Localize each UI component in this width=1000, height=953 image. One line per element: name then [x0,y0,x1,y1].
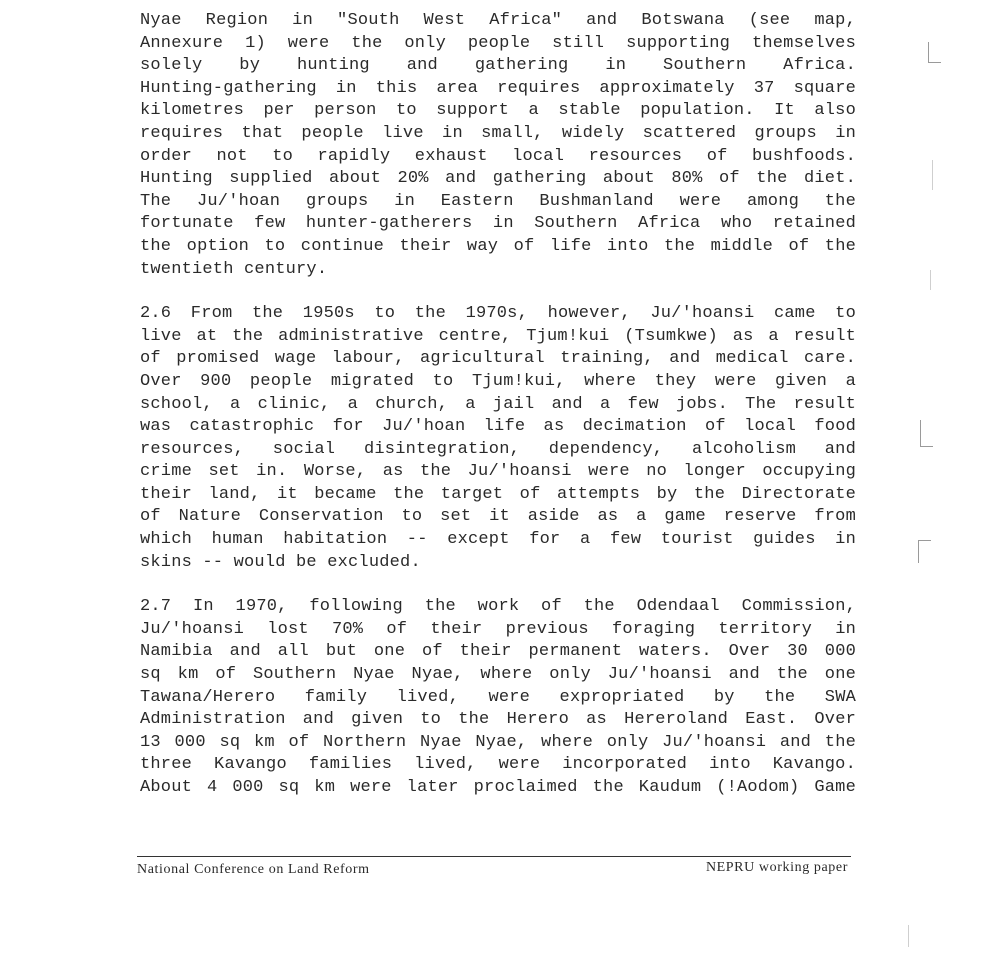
paragraph-nyae-nyae-hunting [140,10,856,281]
text-line: the option to continue their way of life into the middle of the [140,236,856,256]
text-line: 2.7 In 1970, following the work of the Odendaal Commission, [140,597,856,617]
text-line: requires that people live in small, widely scattered groups in [140,123,856,143]
text-line: Hunting-gathering in this area requires approximately 37 square [140,78,856,98]
text-line: Administration and given to the Herero as Hereroland East. Over [140,710,856,730]
text-line: which human habitation -- except for a few tourist guides in [140,530,856,550]
text-line: solely by hunting and gathering in Southern Africa. [140,56,856,76]
footer-conference-title: National Conference on Land Reform [137,862,370,877]
text-line: Over 900 people migrated to Tjum!kui, where they were given a [140,371,856,391]
text-line: kilometres per person to support a stable population. It also [140,101,856,121]
footer-divider [137,856,851,857]
text-line: three Kavango families lived, were incorporated into Kavango. [140,755,856,775]
text-line: school, a clinic, a church, a jail and a few jobs. The result [140,394,856,414]
text-line: 2.6 From the 1950s to the 1970s, however, Ju/'hoansi came to [140,304,856,324]
text-line: The Ju/'hoan groups in Eastern Bushmanland were among the [140,191,856,211]
scan-margin-tick [930,270,931,290]
scan-margin-mark [920,420,933,447]
text-line: live at the administrative centre, Tjum!kui (Tsumkwe) as a result [140,326,856,346]
text-line: crime set in. Worse, as the Ju/'hoansi were no longer occupying [140,462,856,482]
paragraph-2-7 [140,596,856,799]
text-line: skins -- would be excluded. [140,552,421,572]
text-line: About 4 000 sq km were later proclaimed the Kaudum (!Aodom) Game [140,778,856,797]
text-line: resources, social disintegration, dependency, alcoholism and [140,439,856,459]
text-line: was catastrophic for Ju/'hoan life as decimation of local food [140,417,856,437]
scan-margin-mark [918,540,931,563]
document-body [140,10,856,822]
text-line: of Nature Conservation to set it aside as a game reserve from [140,507,856,527]
text-line: order not to rapidly exhaust local resources of bushfoods. [140,146,856,166]
text-line: 13 000 sq km of Northern Nyae Nyae, where only Ju/'hoansi and the [140,732,856,752]
text-line: fortunate few hunter-gatherers in Southern Africa who retained [140,214,856,234]
text-line: Hunting supplied about 20% and gathering about 80% of the diet. [140,169,856,189]
text-line: sq km of Southern Nyae Nyae, where only Ju/'hoansi and the one [140,665,856,685]
text-line: Annexure 1) were the only people still supporting themselves [140,33,856,53]
footer-series-label: NEPRU working paper [705,860,848,875]
scan-margin-tick [932,160,933,190]
text-line: twentieth century. [140,259,328,279]
text-line: Nyae Region in "South West Africa" and Botswana (see map, [140,11,856,30]
text-line: Tawana/Herero family lived, were expropriated by the SWA [140,687,856,707]
scan-margin-tick [908,925,909,947]
text-line: their land, it became the target of attempts by the Directorate [140,484,856,504]
text-line: Namibia and all but one of their permanent waters. Over 30 000 [140,642,856,662]
scan-margin-mark [928,42,941,63]
text-line: Ju/'hoansi lost 70% of their previous foraging territory in [140,619,856,639]
paragraph-2-6 [140,303,856,574]
text-line: of promised wage labour, agricultural training, and medical care. [140,349,856,369]
